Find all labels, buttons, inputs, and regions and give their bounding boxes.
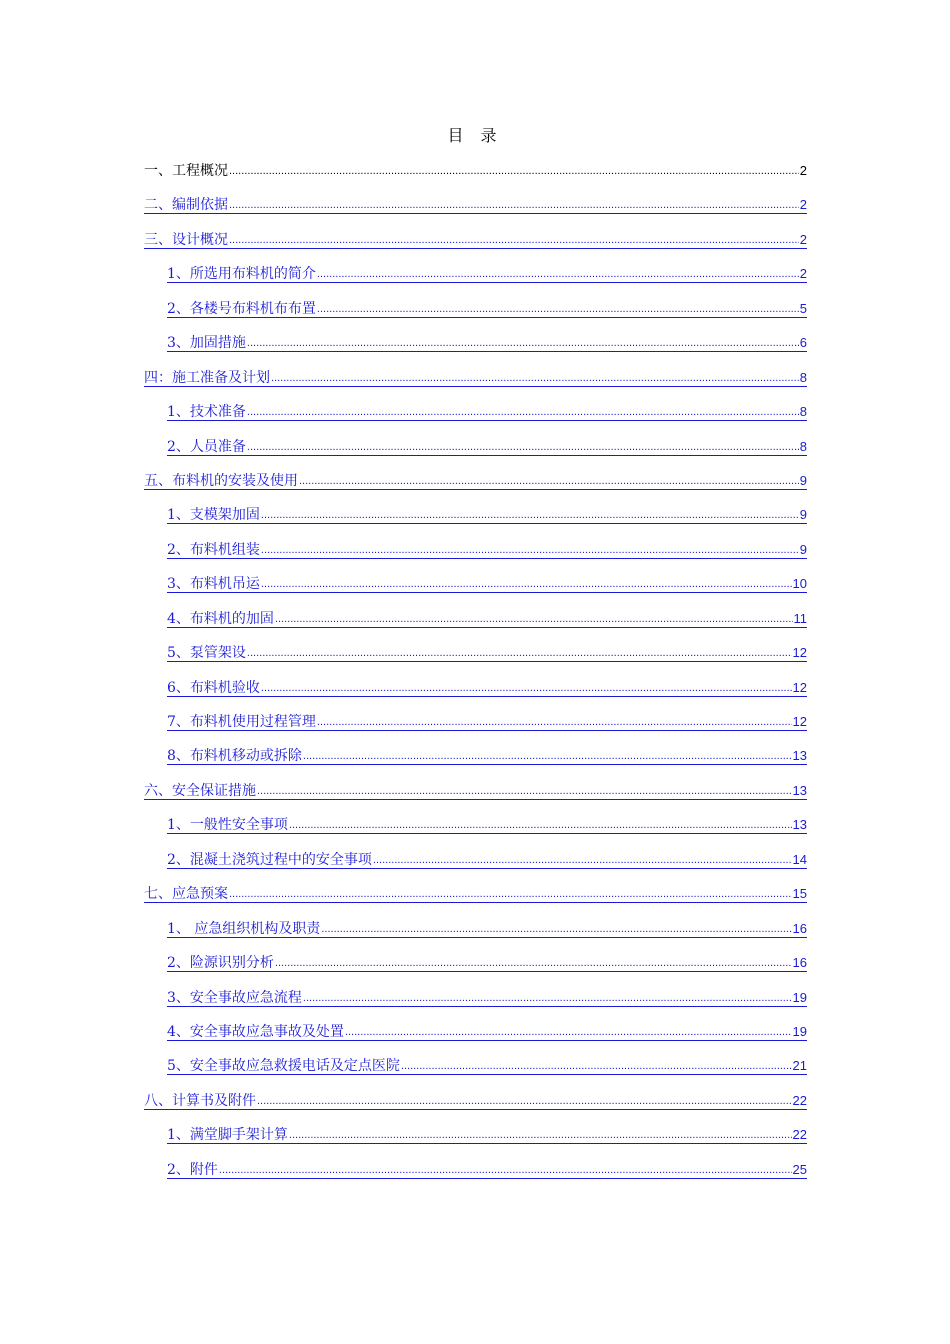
toc-entry-title: 1、所选用布料机的简介	[167, 266, 316, 283]
toc-dot-leader	[219, 1158, 792, 1182]
toc-entry[interactable]	[144, 882, 807, 916]
toc-entry[interactable]	[144, 1158, 807, 1192]
toc-page-number: 2	[799, 266, 807, 282]
toc-page-number: 16	[792, 920, 807, 936]
toc-page-number: 9	[799, 541, 807, 557]
toc-entry-title: 2、险源识别分析	[167, 955, 274, 972]
toc-dot-leader	[229, 193, 799, 217]
toc-dot-leader	[261, 572, 792, 596]
toc-entry-title: 5、泵管架设	[167, 645, 246, 662]
toc-entry[interactable]	[144, 951, 807, 985]
toc-page-number: 19	[792, 1023, 807, 1039]
toc-entry-title: 2、附件	[167, 1161, 218, 1178]
toc-page-number: 5	[799, 300, 807, 316]
toc-entry[interactable]	[144, 1123, 807, 1157]
toc-entry[interactable]	[144, 676, 807, 710]
toc-page-number: 9	[799, 507, 807, 523]
toc-dot-leader	[317, 262, 799, 286]
toc-entry[interactable]	[144, 986, 807, 1020]
toc-entry[interactable]	[144, 1020, 807, 1054]
toc-page-number: 13	[792, 782, 807, 798]
toc-entry[interactable]	[144, 262, 807, 296]
toc-page-number: 11	[793, 610, 807, 626]
toc-dot-leader	[373, 848, 792, 872]
toc-entry[interactable]	[144, 193, 807, 227]
toc-entry-title: 4、安全事故应急事故及处置	[167, 1023, 344, 1040]
toc-page-number: 14	[792, 851, 807, 867]
toc-entry[interactable]	[144, 572, 807, 606]
toc-entry	[144, 159, 807, 193]
toc-entry[interactable]	[144, 503, 807, 537]
toc-entry-title: 八、计算书及附件	[144, 1092, 256, 1109]
toc-dot-leader	[229, 159, 799, 183]
toc-dot-leader	[289, 813, 792, 837]
toc-entry-title: 2、混凝土浇筑过程中的安全事项	[167, 851, 372, 868]
toc-entry-title: 六、安全保证措施	[144, 782, 256, 799]
toc-entry-title: 8、布料机移动或拆除	[167, 748, 302, 765]
toc-dot-leader	[345, 1020, 792, 1044]
toc-page-number: 22	[792, 1127, 807, 1143]
toc-entry-title: 3、布料机吊运	[167, 576, 260, 593]
toc-dot-leader	[261, 676, 792, 700]
toc-page-number: 8	[799, 404, 807, 420]
toc-page-number: 25	[792, 1161, 807, 1177]
toc-entry[interactable]	[144, 1089, 807, 1123]
toc-page-number: 21	[792, 1058, 807, 1074]
toc-entry-title: 3、安全事故应急流程	[167, 989, 302, 1006]
toc-dot-leader	[317, 710, 792, 734]
toc-page-number: 8	[799, 369, 807, 385]
toc-entry[interactable]	[144, 744, 807, 778]
toc-page-number: 12	[792, 645, 807, 661]
toc-dot-leader	[299, 469, 799, 493]
toc-page-number: 2	[799, 163, 807, 178]
toc-entry-title: 一、工程概况	[144, 163, 228, 179]
toc-dot-leader	[271, 366, 799, 390]
toc-dot-leader	[261, 503, 799, 527]
toc-page-number: 12	[792, 714, 807, 729]
toc-entry-title: 6、布料机验收	[167, 679, 260, 696]
toc-entry[interactable]	[144, 848, 807, 882]
toc-page-number: 22	[792, 1092, 807, 1108]
toc-page-number: 19	[792, 989, 807, 1005]
toc-dot-leader	[257, 779, 792, 803]
toc-dot-leader	[289, 1123, 792, 1147]
toc-entry[interactable]	[144, 435, 807, 469]
toc-entry-title: 1、技术准备	[167, 404, 246, 421]
toc-dot-leader	[247, 400, 799, 424]
toc-entry-title: 二、编制依据	[144, 197, 228, 214]
toc-entry[interactable]	[144, 538, 807, 572]
toc-entry-title: 2、布料机组装	[167, 541, 260, 558]
toc-entry-title: 4、布料机的加固	[167, 610, 274, 627]
toc-entry-title: 七、应急预案	[144, 886, 228, 903]
toc-page-number: 13	[792, 748, 807, 764]
toc-page-number: 13	[792, 817, 807, 833]
toc-dot-leader	[229, 882, 792, 906]
toc-page-number: 2	[799, 231, 807, 247]
toc-entry[interactable]	[144, 331, 807, 365]
toc-entry[interactable]	[144, 607, 807, 641]
toc-dot-leader	[275, 607, 793, 631]
toc-entry[interactable]	[144, 641, 807, 675]
toc-entry[interactable]	[144, 1054, 807, 1088]
toc-entry-title: 2、人员准备	[167, 438, 246, 455]
toc-dot-leader	[247, 641, 792, 665]
toc-entry[interactable]	[144, 917, 807, 951]
toc-entry-title: 3、加固措施	[167, 335, 246, 352]
toc-entry-title: 2、各楼号布料机布布置	[167, 300, 316, 317]
toc-entry-title: 三、设计概况	[144, 231, 228, 248]
toc-dot-leader	[261, 538, 799, 562]
toc-dot-leader	[303, 744, 792, 768]
toc-page-number: 12	[792, 679, 807, 695]
toc-dot-leader	[247, 331, 799, 355]
toc-entry-title: 1、 应急组织机构及职责	[167, 920, 321, 937]
table-of-contents	[144, 159, 807, 1192]
toc-dot-leader	[257, 1089, 792, 1113]
toc-page-number: 6	[799, 335, 807, 351]
toc-entry[interactable]	[144, 813, 807, 847]
toc-page-number: 2	[799, 197, 807, 213]
toc-entry-title: 1、支模架加固	[167, 507, 260, 524]
toc-dot-leader	[401, 1054, 792, 1078]
toc-page-number: 10	[792, 576, 807, 592]
toc-title: 目 录	[447, 126, 503, 145]
toc-entry-title: 5、安全事故应急救援电话及定点医院	[167, 1058, 400, 1075]
toc-entry[interactable]	[144, 366, 807, 400]
toc-page-number: 8	[799, 438, 807, 454]
toc-page-number: 15	[792, 886, 807, 902]
toc-entry[interactable]	[144, 469, 807, 503]
toc-entry-title: 四：施工准备及计划	[144, 369, 270, 386]
toc-dot-leader	[247, 435, 799, 459]
toc-dot-leader	[317, 297, 799, 321]
toc-entry[interactable]	[144, 779, 807, 813]
toc-entry[interactable]	[144, 228, 807, 262]
toc-dot-leader	[303, 986, 792, 1010]
toc-page-number: 9	[799, 472, 807, 488]
toc-entry[interactable]	[144, 710, 807, 744]
toc-dot-leader	[229, 228, 799, 252]
toc-page-number: 16	[792, 955, 807, 971]
toc-entry-title: 1、一般性安全事项	[167, 817, 288, 834]
toc-entry-title: 五、布料机的安装及使用	[144, 472, 298, 489]
toc-dot-leader	[275, 951, 792, 975]
toc-entry-title: 7、布料机使用过程管理	[167, 714, 316, 730]
toc-dot-leader	[321, 917, 791, 941]
toc-entry[interactable]	[144, 297, 807, 331]
toc-entry[interactable]	[144, 400, 807, 434]
toc-entry-title: 1、满堂脚手架计算	[167, 1127, 288, 1144]
